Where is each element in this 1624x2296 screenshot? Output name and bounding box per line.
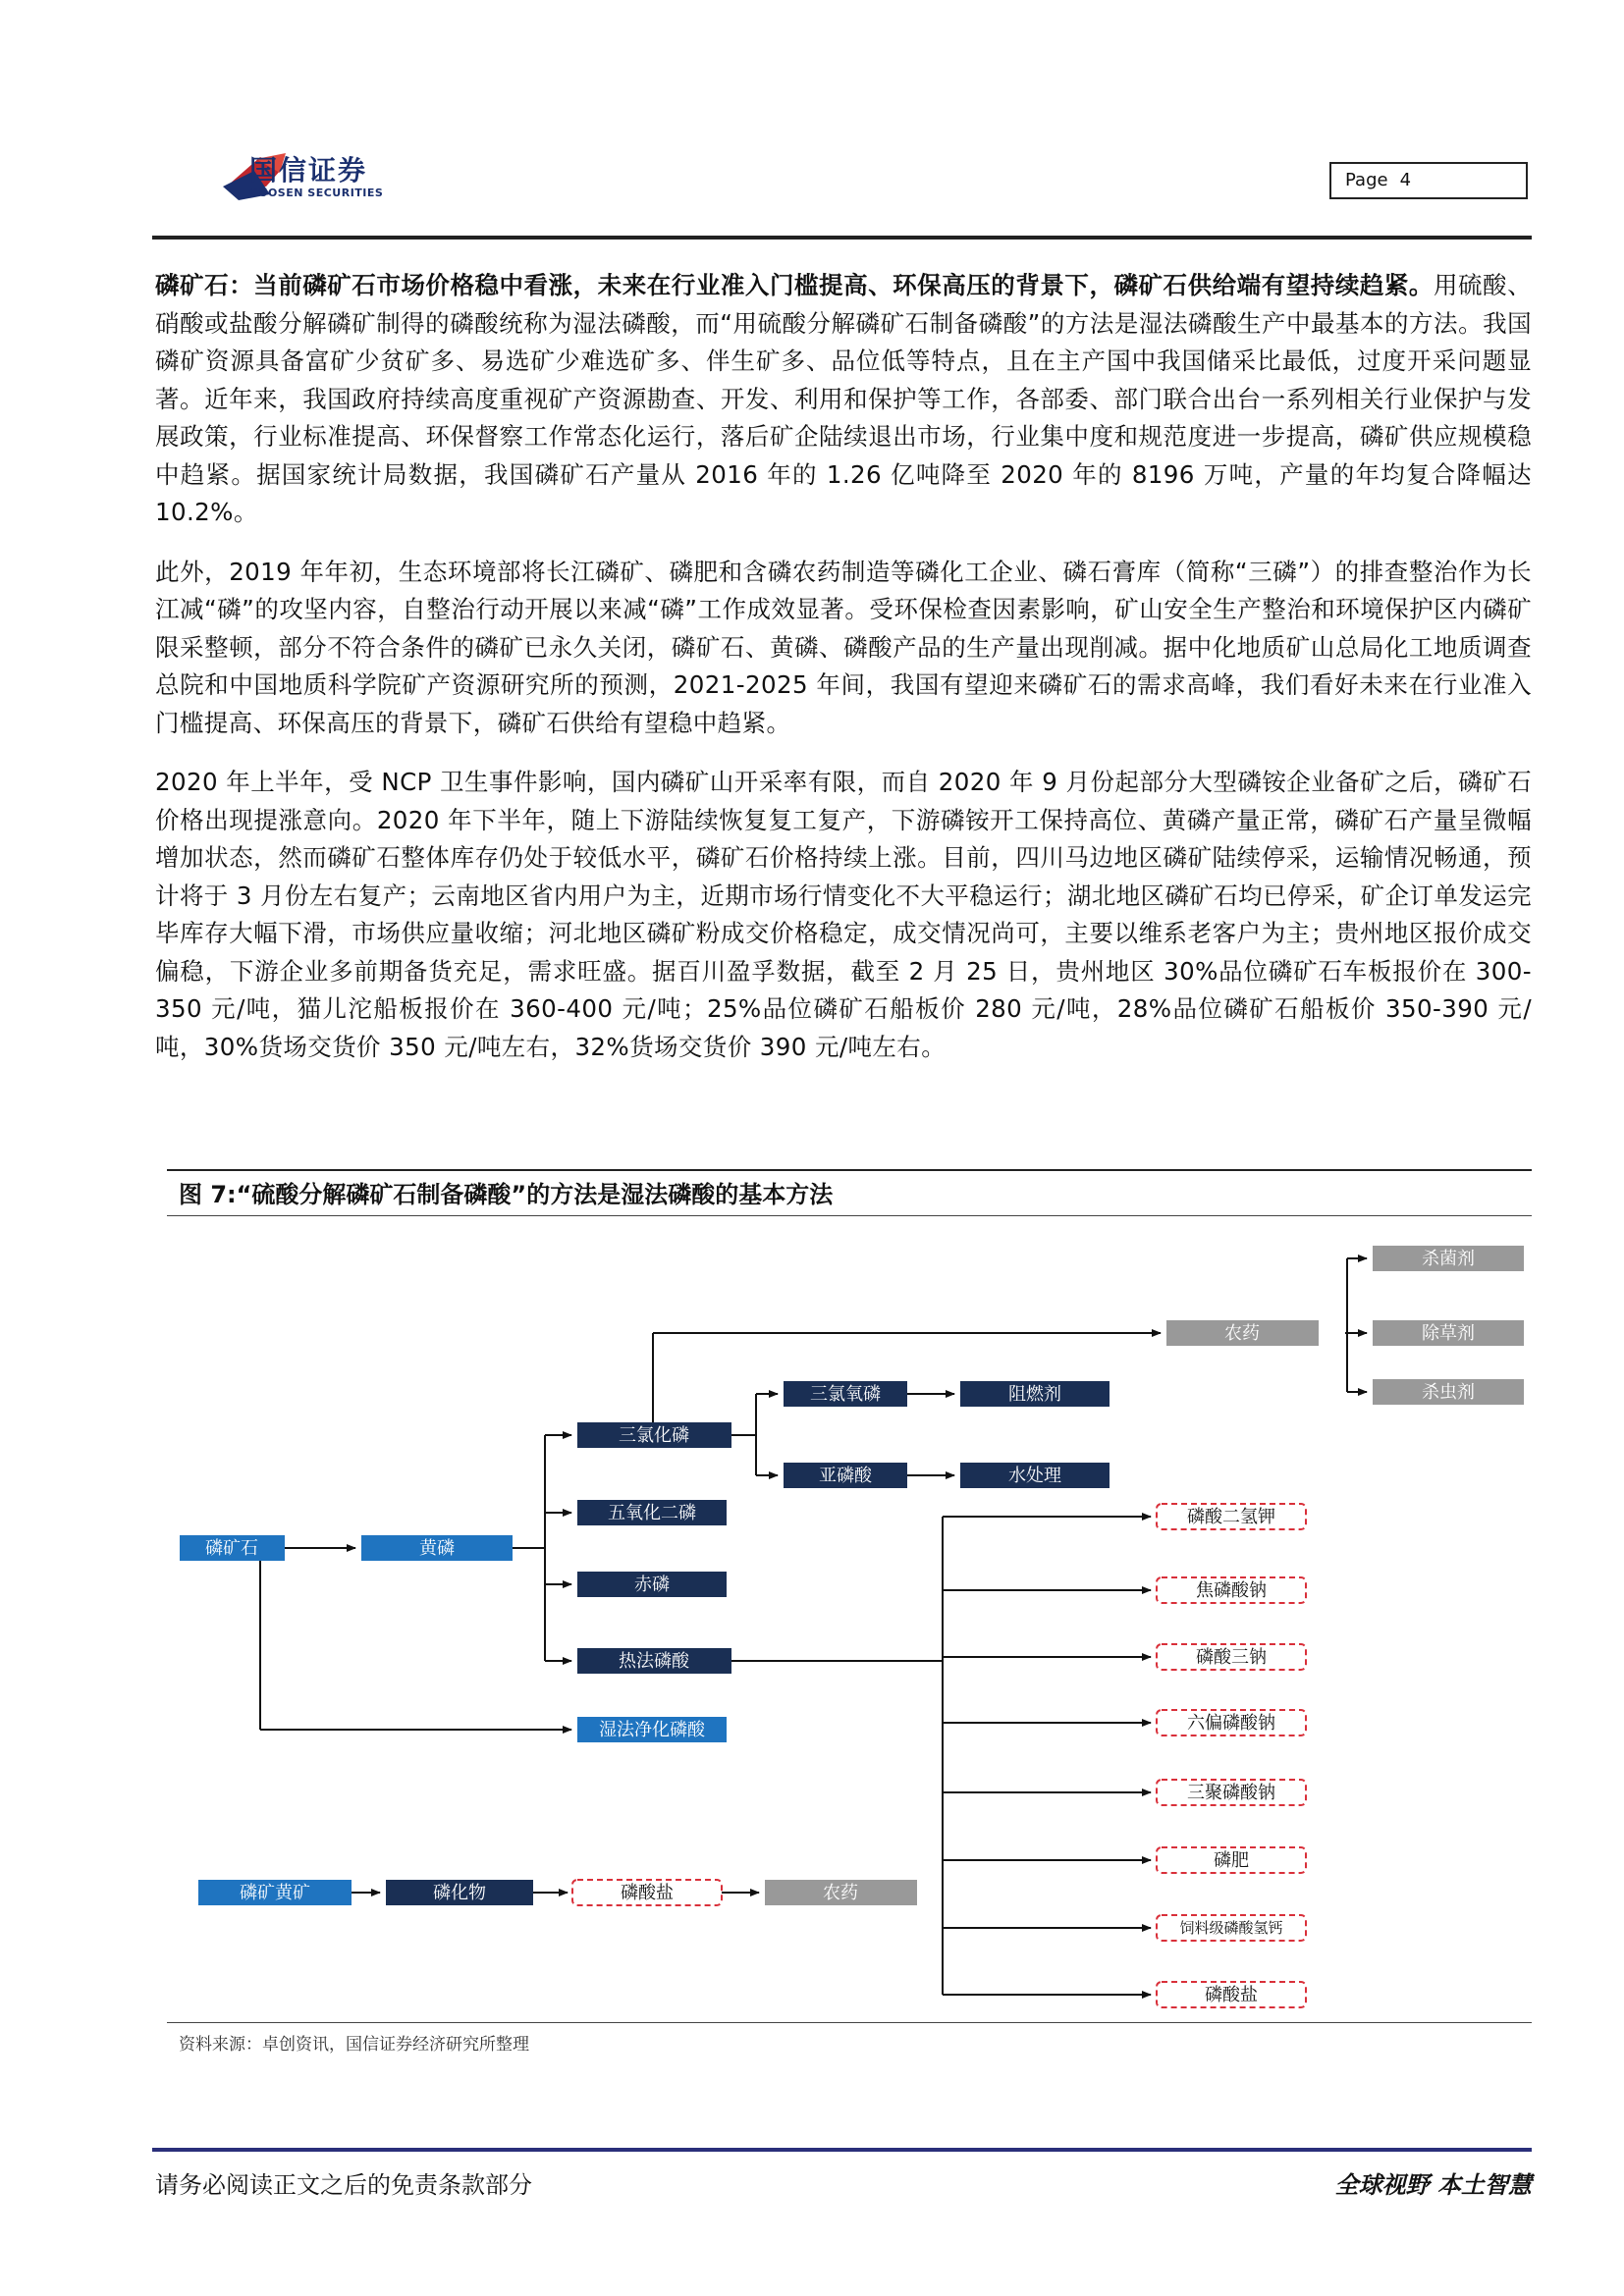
footer-slogan: 全球视野 本土智慧 xyxy=(1334,2171,1532,2199)
node-flame-retardant xyxy=(960,1381,1110,1407)
node-label: 黄磷 xyxy=(419,1538,455,1559)
node-red-phosphorus xyxy=(577,1572,727,1597)
paragraph-1-lead: 磷矿石：当前磷矿石市场价格稳中看涨，未来在行业准入门槛提高、环保高压的背景下，磷矿石供给端有望持续趋紧。 xyxy=(155,271,1434,299)
node-label: 湿法净化磷酸 xyxy=(599,1720,705,1740)
node-fungicide xyxy=(1373,1246,1524,1271)
node-kh2po4-label: 磷酸二氢钾 xyxy=(1187,1507,1275,1527)
node-label: 五氧化二磷 xyxy=(608,1503,696,1523)
node-label: 农药 xyxy=(823,1883,858,1903)
node-phosphide xyxy=(386,1880,533,1905)
paragraph-1-text: 用硫酸、硝酸或盐酸分解磷矿制得的磷酸统称为湿法磷酸，而“用硫酸分解磷矿石制备磷酸”的方法是湿法磷酸生产中最基本的方法。我国磷矿资源具备富矿少贫矿多、易选矿少难选矿多、伴生矿多、品位低等特点，且在主产国中我国储采比最低，过度开采问题显著。近年来，我国政府持续高度重视矿产资源勘查、开发、利用和保护等工作，各部委、部门联合出台一系列相关行业保护与发展政策，行业标准提高、环保督察工作常态化运行，落后矿企陆续退出市场，行业集中度和规范度进一步提高，磷矿供应规模稳中趋紧。据国家统计局数据，我国磷矿石产量从 2016 年的 1.26 亿吨降至 2020 年的 8196 万吨，产量的年均复合降幅达 10.2%。 xyxy=(155,271,1532,526)
node-label: 阻燃剂 xyxy=(1008,1384,1061,1405)
node-phosphate-rock xyxy=(180,1535,285,1561)
node-herbicide xyxy=(1373,1320,1524,1346)
node-wet-acid xyxy=(577,1717,727,1742)
node-label: 磷矿石 xyxy=(205,1538,258,1559)
node-thermal-acid xyxy=(577,1648,731,1674)
node-ore-yellow xyxy=(198,1880,352,1905)
logo-english-name: GUOSEN SECURITIES xyxy=(249,187,384,199)
node-pcl3 xyxy=(577,1422,731,1448)
node-label: 磷化物 xyxy=(433,1883,486,1903)
node-phosphate-salt-bottom-label: 磷酸盐 xyxy=(621,1883,674,1903)
node-label: 三氯化磷 xyxy=(619,1425,689,1446)
page-label: Page xyxy=(1345,170,1388,190)
node-label: 热法磷酸 xyxy=(619,1651,689,1672)
figure-source: 资料来源：卓创资讯，国信证券经济研究所整理 xyxy=(179,2035,529,2055)
node-feed-dcp-label: 饲料级磷酸氢钙 xyxy=(1179,1919,1283,1937)
node-pesticide-bottom xyxy=(765,1880,917,1905)
node-tripoly-label: 三聚磷酸钠 xyxy=(1187,1783,1275,1803)
node-pesticide-top xyxy=(1166,1320,1319,1346)
node-label: 磷矿黄矿 xyxy=(240,1883,310,1903)
footer-divider xyxy=(152,2148,1532,2152)
node-pyrophosphate-label: 焦磷酸钠 xyxy=(1196,1580,1267,1601)
footer-disclaimer: 请务必阅读正文之后的免责条款部分 xyxy=(155,2171,532,2199)
node-yellow-phosphorus xyxy=(361,1535,513,1561)
node-label: 除草剂 xyxy=(1422,1323,1475,1344)
node-phosphorous-acid xyxy=(784,1463,907,1488)
node-label: 亚磷酸 xyxy=(819,1466,872,1486)
node-p2o5 xyxy=(577,1500,727,1525)
node-trisodium-label: 磷酸三钠 xyxy=(1196,1647,1267,1668)
node-label: 农药 xyxy=(1224,1323,1260,1344)
figure-bottom-rule xyxy=(167,2022,1532,2023)
node-label: 水处理 xyxy=(1008,1466,1061,1486)
node-phosphate-salt-right-label: 磷酸盐 xyxy=(1205,1985,1258,2005)
logo-chinese-name: 国信证券 xyxy=(249,154,368,187)
node-fertilizer-label: 磷肥 xyxy=(1214,1850,1249,1871)
node-label: 杀虫剂 xyxy=(1422,1382,1475,1403)
paragraph-3: 2020 年上半年，受 NCP 卫生事件影响，国内磷矿山开采率有限，而自 2020 年 9 月份起部分大型磷铵企业备矿之后，磷矿石价格出现提涨意向。2020 年下半年，随上下游陆续恢复复工复产，下游磷铵开工保持高位、黄磷产量正常，磷矿石产量呈微幅增加状态，然而磷矿石整体库存仍处于较低水平，磷矿石价格持续上涨。目前，四川马边地区磷矿陆续停采，运输情况畅通，预计将于 3 月份左右复产；云南地区省内用户为主，近期市场行情变化不大平稳运行；湖北地区磷矿石均已停采，矿企订单发运完毕库存大幅下滑，市场供应量收缩；河北地区磷矿粉成交价格稳定，成交情况尚可，主要以维系老客户为主；贵州地区报价成交偏稳，下游企业多前期备货充足，需求旺盛。据百川盈孚数据，截至 2 月 25 日，贵州地区 30%品位磷矿石车板报价在 300-350 元/吨，猫儿沱船板报价在 360-400 元/吨；25%品位磷矿石船板价 280 元/吨，28%品位磷矿石船板价 350-390 元/吨，30%货场交货价 350 元/吨左右，32%货场交货价 390 元/吨左右。 xyxy=(155,768,1532,1061)
node-label: 杀菌剂 xyxy=(1422,1249,1475,1269)
node-insecticide xyxy=(1373,1379,1524,1405)
node-pocl3 xyxy=(784,1381,907,1407)
paragraph-2: 此外，2019 年年初，生态环境部将长江磷矿、磷肥和含磷农药制造等磷化工企业、磷石膏库（简称“三磷”）的排查整治作为长江减“磷”的攻坚内容，自整治行动开展以来减“磷”工作成效显著。受环保检查因素影响，矿山安全生产整治和环境保护区内磷矿限采整顿，部分不符合条件的磷矿已永久关闭，磷矿石、黄磷、磷酸产品的生产量出现削减。据中化地质矿山总局化工地质调查总院和中国地质科学院矿产资源研究所的预测，2021-2025 年间，我国有望迎来磷矿石的需求高峰，我们看好未来在行业准入门槛提高、环保高压的背景下，磷矿石供给有望稳中趋紧。 xyxy=(155,557,1532,737)
node-water-treatment xyxy=(960,1463,1110,1488)
node-label: 赤磷 xyxy=(634,1575,670,1595)
node-hexameta-label: 六偏磷酸钠 xyxy=(1187,1713,1275,1734)
node-label: 三氯氧磷 xyxy=(810,1384,881,1405)
figure-title: 图 7:“硫酸分解磷矿石制备磷酸”的方法是湿法磷酸的基本方法 xyxy=(179,1181,834,1208)
page-number: 4 xyxy=(1399,170,1412,190)
